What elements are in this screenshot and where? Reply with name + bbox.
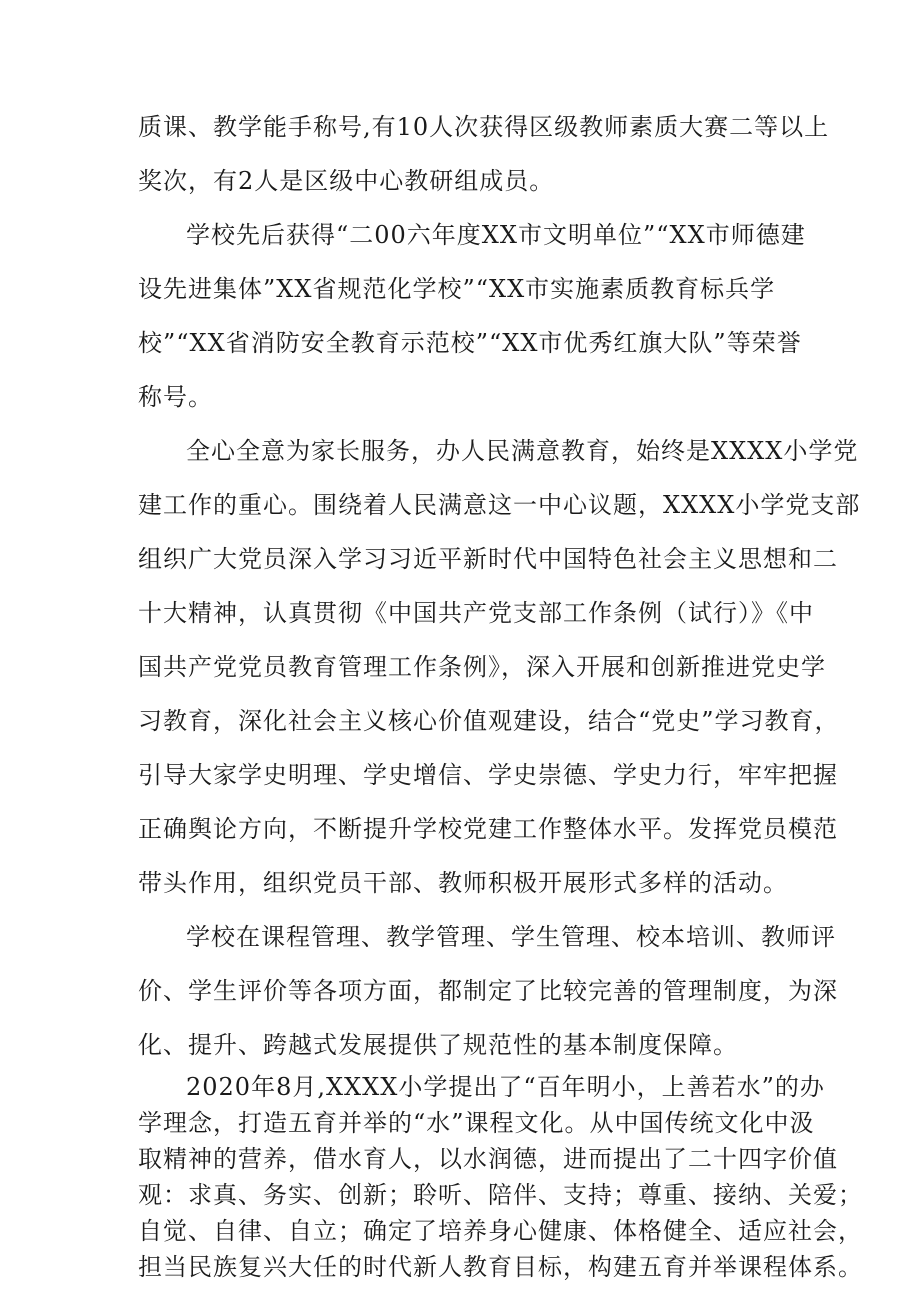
text-line: 自觉、自律、自立；确定了培养身心健康、体格健全、适应社会， (138, 1217, 863, 1245)
text-line: 称号。 (138, 383, 213, 411)
text-line: 质课、教学能手称号,有10人次获得区级教师素质大赛二等以上 (138, 113, 830, 141)
text-line: 设先进集体”XX省规范化学校”“XX市实施素质教育标兵学 (138, 275, 776, 303)
paragraph-party-building (138, 424, 861, 910)
text-line: 组织广大党员深入学习习近平新时代中国特色社会主义思想和二 (138, 545, 838, 573)
text-line: 带头作用，组织党员干部、教师积极开展形式多样的活动。 (138, 869, 788, 897)
text-line: 校”“XX省消防安全教育示范校”“XX市优秀红旗大队”等荣誉 (138, 329, 802, 357)
text-line: 担当民族复兴大任的时代新人教育目标，构建五育并举课程体系。 (138, 1253, 863, 1281)
text-line: 建工作的重心。围绕着人民满意这一中心议题，XXXX小学党支部 (138, 491, 861, 519)
text-line: 学校在课程管理、教学管理、学生管理、校本培训、教师评 (186, 923, 836, 951)
text-line: 奖次，有2人是区级中心教研组成员。 (138, 167, 555, 195)
text-line: 全心全意为家长服务，办人民满意教育，始终是XXXX小学党 (186, 437, 859, 465)
paragraph-management-system (138, 910, 838, 1072)
text-line: 国共产党党员教育管理工作条例》，深入开展和创新推进党史学 (138, 653, 826, 681)
text-line: 价、学生评价等各项方面，都制定了比较完善的管理制度，为深 (138, 977, 838, 1005)
text-line: 习教育，深化社会主义核心价值观建设，结合“党史”学习教育， (138, 707, 840, 735)
text-line: 观：求真、务实、创新；聆听、陪伴、支持；尊重、接纳、关爱； (138, 1181, 863, 1209)
paragraph-honors-continued (138, 100, 830, 208)
text-line: 化、提升、跨越式发展提供了规范性的基本制度保障。 (138, 1031, 738, 1059)
text-line: 学校先后获得“二00六年度XX市文明单位”“XX市师德建 (186, 221, 806, 249)
text-line: 学理念，打造五育并举的“水”课程文化。从中国传统文化中汲 (138, 1109, 815, 1137)
text-line: 正确舆论方向，不断提升学校党建工作整体水平。发挥党员模范 (138, 815, 838, 843)
text-line: 2020年8月,XXXX小学提出了“百年明小，上善若水”的办 (186, 1073, 825, 1101)
text-line: 取精神的营养，借水育人，以水润德，进而提出了二十四字价值 (138, 1145, 838, 1173)
text-line: 十大精神，认真贯彻《中国共产党支部工作条例（试行）》《中 (138, 599, 814, 627)
paragraph-school-awards (138, 208, 806, 424)
paragraph-school-philosophy (138, 1069, 863, 1285)
text-line: 引导大家学史明理、学史增信、学史崇德、学史力行，牢牢把握 (138, 761, 838, 789)
